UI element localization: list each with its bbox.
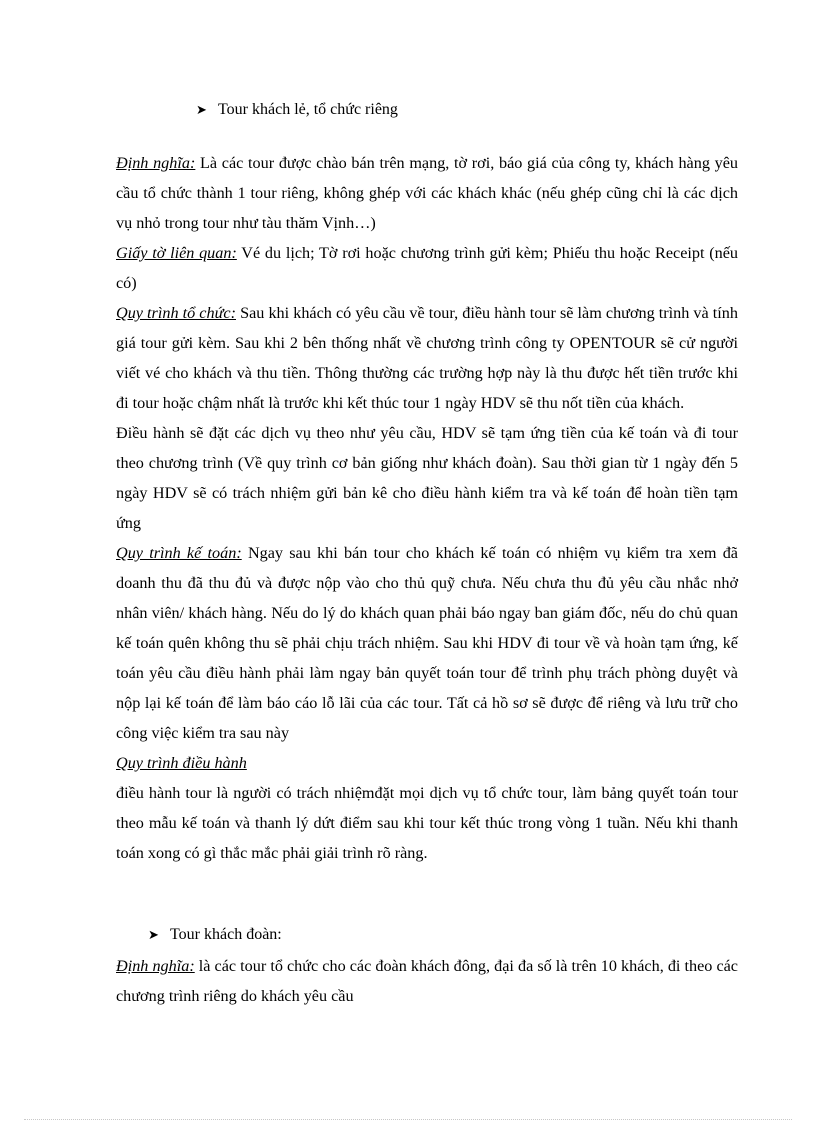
section-heading-individual-tour: [196, 99, 398, 122]
paragraph-text: Là các tour được chào bán trên mạng, tờ rơi, báo giá của công ty, khách hàng yêu cầu tổ chức thành 1 tour riêng, không ghép với các khách khác (nếu ghép cũng chỉ là các dịch vụ nhỏ trong tour như tàu thăm Vịnh…): [116, 154, 738, 232]
paragraph-term: Định nghĩa:: [116, 154, 196, 172]
page-bottom-border: [24, 1119, 792, 1120]
paragraph-text: Vé du lịch; Tờ rơi hoặc chương trình gửi kèm; Phiếu thu hoặc Receipt (nếu có): [116, 244, 738, 292]
section-heading-group-tour: [148, 924, 282, 947]
paragraph-text: là các tour tổ chức cho các đoàn khách đông, đại đa số là trên 10 khách, đi theo các chương trình riêng do khách yêu cầu: [116, 957, 738, 1005]
arrow-bullet-icon: ➤: [148, 928, 159, 943]
paragraph-operation-process-title: [116, 748, 738, 778]
section-heading-text: Tour khách lẻ, tổ chức riêng: [218, 101, 398, 118]
paragraph-term: Quy trình tổ chức:: [116, 304, 236, 322]
paragraph-term: Quy trình kế toán:: [116, 544, 242, 562]
paragraph-operation-process: [116, 778, 738, 868]
paragraph-operations-detail: [116, 418, 738, 538]
arrow-bullet-icon: ➤: [196, 103, 207, 118]
paragraph-accounting-process: [116, 538, 738, 748]
paragraph-text: Điều hành sẽ đặt các dịch vụ theo như yêu cầu, HDV sẽ tạm ứng tiền của kế toán và đi tour theo chương trình (Về quy trình cơ bản giống như khách đoàn). Sau thời gian từ 1 ngày đến 5 ngày HDV sẽ có trách nhiệm gửi bản kê cho điều hành kiểm tra và kế toán để hoàn tiền tạm ứng: [116, 424, 738, 532]
section-body-group-tour: [116, 951, 738, 1011]
paragraph-text: Ngay sau khi bán tour cho khách kế toán có nhiệm vụ kiểm tra xem đã doanh thu đã thu đủ và được nộp vào cho thủ quỹ chưa. Nếu chưa thu đủ yêu cầu nhắc nhở nhân viên/ khách hàng. Nếu do lý do khách quan phải báo ngay ban giám đốc, nếu do chủ quan kế toán quên không thu sẽ phải chịu trách nhiệm. Sau khi HDV đi tour về và hoàn tạm ứng, kế toán yêu cầu điều hành phải làm ngay bản quyết toán tour để trình phụ trách phòng duyệt và nộp lại kế toán để làm báo cáo lỗ lãi của các tour. Tất cả hồ sơ sẽ được để riêng và lưu trữ cho công việc kiểm tra sau này: [116, 544, 738, 742]
paragraph-related-documents: [116, 238, 738, 298]
paragraph-text: điều hành tour là người có trách nhiệmđặt mọi dịch vụ tổ chức tour, làm bảng quyết toán tour theo mẫu kế toán và thanh lý dứt điểm sau khi tour kết thúc trong vòng 1 tuần. Nếu khi thanh toán xong có gì thắc mắc phải giải trình rõ ràng.: [116, 784, 738, 862]
paragraph-organization-process: [116, 298, 738, 418]
paragraph-definition: [116, 951, 738, 1011]
section-heading-text: Tour khách đoàn:: [170, 926, 282, 943]
paragraph-term: Quy trình điều hành: [116, 754, 247, 772]
section-body-individual-tour: [116, 148, 738, 868]
paragraph-term: Định nghĩa:: [116, 957, 195, 975]
paragraph-definition: [116, 148, 738, 238]
paragraph-text: Sau khi khách có yêu cầu về tour, điều hành tour sẽ làm chương trình và tính giá tour gửi kèm. Sau khi 2 bên thống nhất về chương trình công ty OPENTOUR sẽ cử người viết vé cho khách và thu tiền. Thông thường các trường hợp này là thu được hết tiền trước khi đi tour hoặc chậm nhất là trước khi kết thúc tour 1 ngày HDV sẽ thu nốt tiền của khách.: [116, 304, 738, 412]
paragraph-term: Giấy tờ liên quan:: [116, 244, 237, 262]
